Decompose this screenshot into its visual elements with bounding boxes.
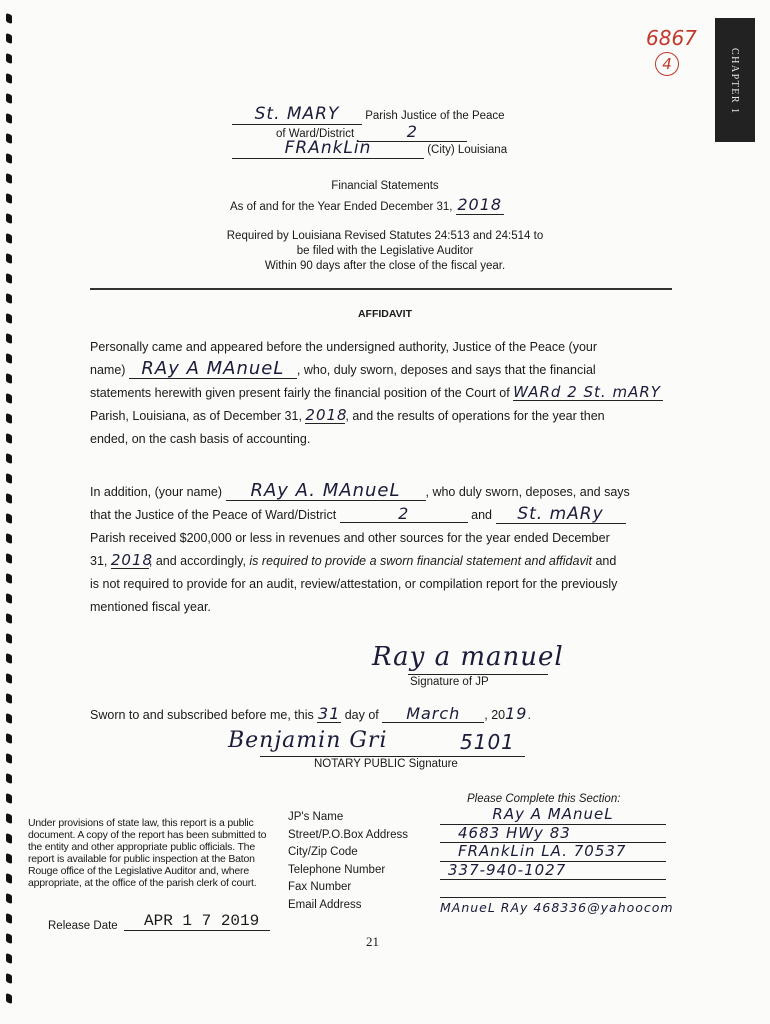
notary-signature: Benjamin Gri xyxy=(228,728,388,753)
notary-label: NOTARY PUBLIC Signature xyxy=(314,758,458,770)
label-email: Email Address xyxy=(288,898,362,911)
sworn-year: 19 xyxy=(505,704,528,723)
title-line2 xyxy=(230,195,570,215)
sworn-prefix: Sworn to and subscribed before me, this xyxy=(90,708,314,722)
p2-d-italic: is required to provide a sworn financial statement and affidavit xyxy=(249,554,592,568)
ward-handwritten: 2 xyxy=(357,122,467,142)
page-number: 21 xyxy=(366,934,379,949)
notice-line: document. A copy of the report has been submitted to xyxy=(28,829,267,841)
p1-b-suffix: , who, duly sworn, deposes and says that the financial xyxy=(296,363,596,377)
label-city-zip: City/Zip Code xyxy=(288,846,358,858)
p1-line-b xyxy=(90,359,680,382)
contact-values xyxy=(440,806,668,903)
p2-line-a xyxy=(90,481,680,504)
value-city-zip: FRAnkLin LA. 70537 xyxy=(440,843,666,862)
p1-line-c xyxy=(90,382,680,405)
divider xyxy=(90,288,672,290)
binding-holes xyxy=(6,14,16,1004)
release-date-label: Release Date xyxy=(48,920,118,932)
contact-labels xyxy=(288,809,438,914)
parish-label: Parish Justice of the Peace xyxy=(365,110,505,122)
p2-and: and xyxy=(471,508,493,522)
notice-line: Rouge office of the Legislative Auditor and, where xyxy=(28,865,249,877)
requirement-line2: be filed with the Legislative Auditor xyxy=(296,245,474,257)
signature-line xyxy=(408,674,548,675)
p1-d-prefix: Parish, Louisiana, as of December 31, xyxy=(90,409,302,423)
p1-name: RAy A MAnueL xyxy=(129,360,297,379)
requirement-line1: Required by Louisiana Revised Statutes 24:513 and 24:514 to xyxy=(226,230,544,242)
sworn-middle: day of xyxy=(344,708,379,722)
label-jp-name: JP's Name xyxy=(288,811,344,823)
chapter-tab-label: CHAPTER 1 xyxy=(729,48,740,115)
affidavit-heading: AFFIDAVIT xyxy=(357,308,413,320)
city-label: (City) Louisiana xyxy=(427,144,508,156)
title-year: 2018 xyxy=(457,195,503,214)
p1-line-d xyxy=(90,405,680,428)
p2-ward: 2 xyxy=(340,506,468,523)
notary-number: 5101 xyxy=(460,730,515,754)
p2-d-end: and xyxy=(595,554,617,568)
parish-handwritten: St. MARY xyxy=(232,104,362,125)
p2-parish: St. mARy xyxy=(496,506,626,524)
p1-c-prefix: statements herewith given present fairly the financial position of the Court of xyxy=(90,386,510,400)
p2-d-normal: , and accordingly, xyxy=(148,554,246,568)
p2-line-b xyxy=(90,504,680,527)
notary-line xyxy=(260,756,525,757)
p2-b-prefix: that the Justice of the Peace of Ward/District xyxy=(90,508,337,522)
p1-year: 2018 xyxy=(305,406,348,424)
p2-a-suffix: , who duly sworn, deposes, and says xyxy=(425,485,630,499)
p1-b-prefix: name) xyxy=(90,363,126,377)
notice-line: Under provisions of state law, this report is a public xyxy=(28,817,254,829)
requirement-line3: Within 90 days after the close of the fiscal year. xyxy=(264,260,506,272)
value-jp-name: RAy A MAnueL xyxy=(440,806,666,825)
sworn-day: 31 xyxy=(318,704,341,723)
sworn-line: Sworn to and subscribed before me, this 31 day of March , 2019. xyxy=(90,704,531,723)
notice-line: the entity and other appropriate public officials. The xyxy=(28,841,255,853)
p2-line-c: Parish received $200,000 or less in revenues and other sources for the year ended December xyxy=(90,531,610,545)
value-fax xyxy=(440,880,666,898)
p2-a-prefix: In addition, (your name) xyxy=(90,485,223,499)
value-street: 4683 HWy 83 xyxy=(440,825,666,844)
label-fax: Fax Number xyxy=(288,881,352,893)
chapter-tab xyxy=(715,18,755,142)
sworn-year-prefix: , 20 xyxy=(484,708,506,722)
release-date-stamp: APR 1 7 2019 xyxy=(124,912,270,931)
p2-d-prefix: 31, xyxy=(90,554,108,568)
public-document-notice xyxy=(28,817,290,889)
notice-line: report is available for public inspection at the Baton xyxy=(28,853,255,865)
handwritten-page-number: 6867 xyxy=(646,26,697,50)
circled-number: 4 xyxy=(655,52,679,76)
affidavit-paragraph-1 xyxy=(90,336,680,451)
p1-court: WARd 2 St. mARY xyxy=(513,384,663,401)
please-complete-label: Please Complete this Section: xyxy=(467,793,621,805)
title-line1: Financial Statements xyxy=(331,180,439,192)
value-email: MAnueL RAy 468336@yahoocom xyxy=(440,900,674,915)
p2-line-f: mentioned fiscal year. xyxy=(90,600,211,614)
city-handwritten: FRAnkLin xyxy=(232,138,424,159)
p1-line-a: Personally came and appeared before the undersigned authority, Justice of the Peace (your xyxy=(90,340,598,354)
p2-line-e: is not required to provide for an audit, review/attestation, or compilation report for the previously xyxy=(90,577,618,591)
header-line-city xyxy=(232,138,552,159)
jp-signature: Ray a manuel xyxy=(372,642,564,672)
label-telephone: Telephone Number xyxy=(288,863,386,876)
p2-line-d xyxy=(90,550,680,573)
p1-d-suffix: , and the results of operations for the year then xyxy=(345,409,605,423)
affidavit-paragraph-2 xyxy=(90,481,680,619)
p1-line-e: ended, on the cash basis of accounting. xyxy=(90,432,311,446)
title-line2-text: As of and for the Year Ended December 31, xyxy=(230,201,453,213)
ward-label: of Ward/District xyxy=(276,128,355,140)
signature-label: Signature of JP xyxy=(410,676,489,688)
label-street: Street/P.O.Box Address xyxy=(288,828,408,841)
sworn-month: March xyxy=(382,706,484,723)
notice-line: appropriate, at the office of the parish clerk of court. xyxy=(28,877,257,889)
p2-name: RAy A. MAnueL xyxy=(226,482,426,501)
value-telephone: 337-940-1027 xyxy=(440,862,666,881)
p2-year: 2018 xyxy=(110,551,154,569)
